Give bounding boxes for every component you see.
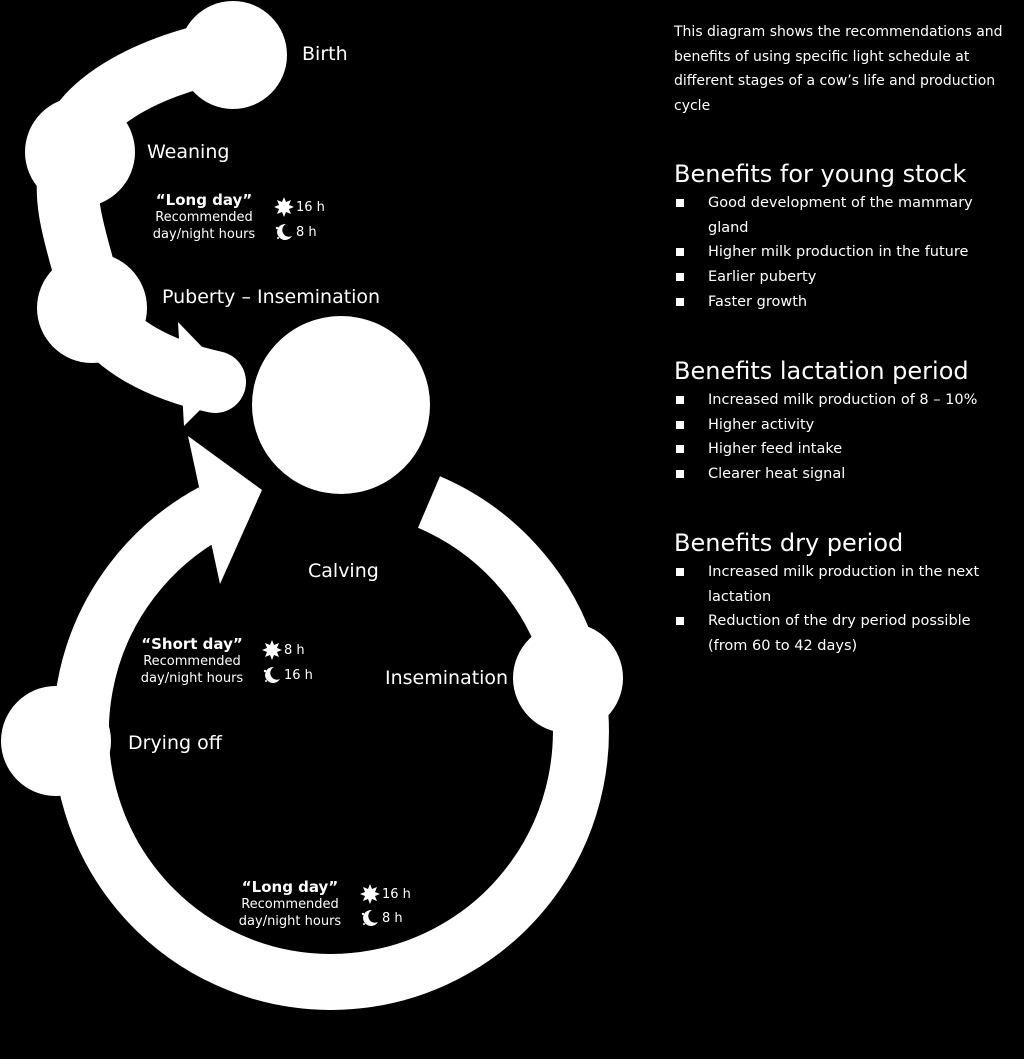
light-rec-lactation bbox=[234, 878, 346, 930]
night-hours-value: 16 h bbox=[284, 667, 313, 683]
benefit-item: Reduction of the dry period possible (from 60 to 42 days) bbox=[674, 609, 1014, 658]
stage-label-puberty: Puberty – Insemination bbox=[162, 286, 381, 308]
moon-icon bbox=[360, 908, 380, 928]
benefit-item: Earlier puberty bbox=[674, 265, 1014, 290]
light-rec-line1: Recommended bbox=[155, 210, 253, 225]
stage-label-drying-off: Drying off bbox=[128, 732, 222, 754]
day-hours-young-stock bbox=[274, 197, 325, 217]
night-hours-dry-period bbox=[262, 665, 313, 685]
stage-label-insemination: Insemination bbox=[385, 667, 509, 689]
stage-label-calving: Calving bbox=[308, 560, 379, 582]
light-rec-line2: day/night hours bbox=[238, 914, 342, 929]
day-hours-value: 16 h bbox=[382, 886, 411, 902]
weaning-node bbox=[25, 97, 135, 207]
light-rec-title: “Short day” bbox=[141, 635, 243, 653]
section-title: Benefits dry period bbox=[674, 529, 904, 557]
section-title: Benefits for young stock bbox=[674, 160, 967, 188]
light-rec-line1: Recommended bbox=[143, 654, 241, 669]
moon-icon bbox=[262, 665, 282, 685]
night-hours-lactation bbox=[360, 908, 403, 928]
light-rec-line2: day/night hours bbox=[140, 671, 244, 686]
benefit-item: Increased milk production of 8 – 10% bbox=[674, 388, 1014, 413]
night-hours-value: 8 h bbox=[382, 910, 403, 926]
stage-label-weaning: Weaning bbox=[147, 141, 230, 163]
benefits-panel bbox=[674, 20, 1014, 655]
benefit-item: Good development of the mammary gland bbox=[674, 191, 1014, 240]
section-title: Benefits lactation period bbox=[674, 357, 969, 385]
benefits-young-stock bbox=[674, 160, 1014, 315]
day-hours-value: 8 h bbox=[284, 642, 305, 658]
benefit-item: Higher feed intake bbox=[674, 437, 1014, 462]
benefit-item: Higher milk production in the future bbox=[674, 240, 1014, 265]
intro-text: This diagram shows the recommendations and benefits of using specific light schedule at different stages of a cow’s life and production cycle bbox=[674, 24, 1003, 114]
light-rec-young-stock bbox=[148, 191, 260, 243]
stage-label-birth: Birth bbox=[302, 43, 348, 65]
drying-off-node bbox=[1, 686, 111, 796]
benefits-lactation bbox=[674, 357, 1014, 487]
puberty-node bbox=[37, 253, 147, 363]
light-rec-title: “Long day” bbox=[155, 191, 253, 209]
sun-icon bbox=[274, 197, 294, 217]
light-rec-line1: Recommended bbox=[241, 897, 339, 912]
benefit-item: Faster growth bbox=[674, 290, 1014, 315]
sun-icon bbox=[262, 640, 282, 660]
benefit-item: Higher activity bbox=[674, 413, 1014, 438]
calving-node bbox=[252, 316, 430, 494]
benefit-item: Clearer heat signal bbox=[674, 462, 1014, 487]
birth-node bbox=[179, 1, 287, 109]
insemination-node bbox=[513, 623, 623, 733]
day-hours-value: 16 h bbox=[296, 199, 325, 215]
day-hours-lactation bbox=[360, 884, 411, 904]
light-rec-dry-period bbox=[136, 635, 248, 687]
benefits-dry-period bbox=[674, 529, 1014, 659]
day-hours-dry-period bbox=[262, 640, 305, 660]
moon-icon bbox=[274, 222, 294, 242]
night-hours-young-stock bbox=[274, 222, 317, 242]
benefit-item: Increased milk production in the next lactation bbox=[674, 560, 1014, 609]
sun-icon bbox=[360, 884, 380, 904]
light-rec-line2: day/night hours bbox=[152, 227, 256, 242]
night-hours-value: 8 h bbox=[296, 224, 317, 240]
light-rec-title: “Long day” bbox=[241, 878, 339, 896]
